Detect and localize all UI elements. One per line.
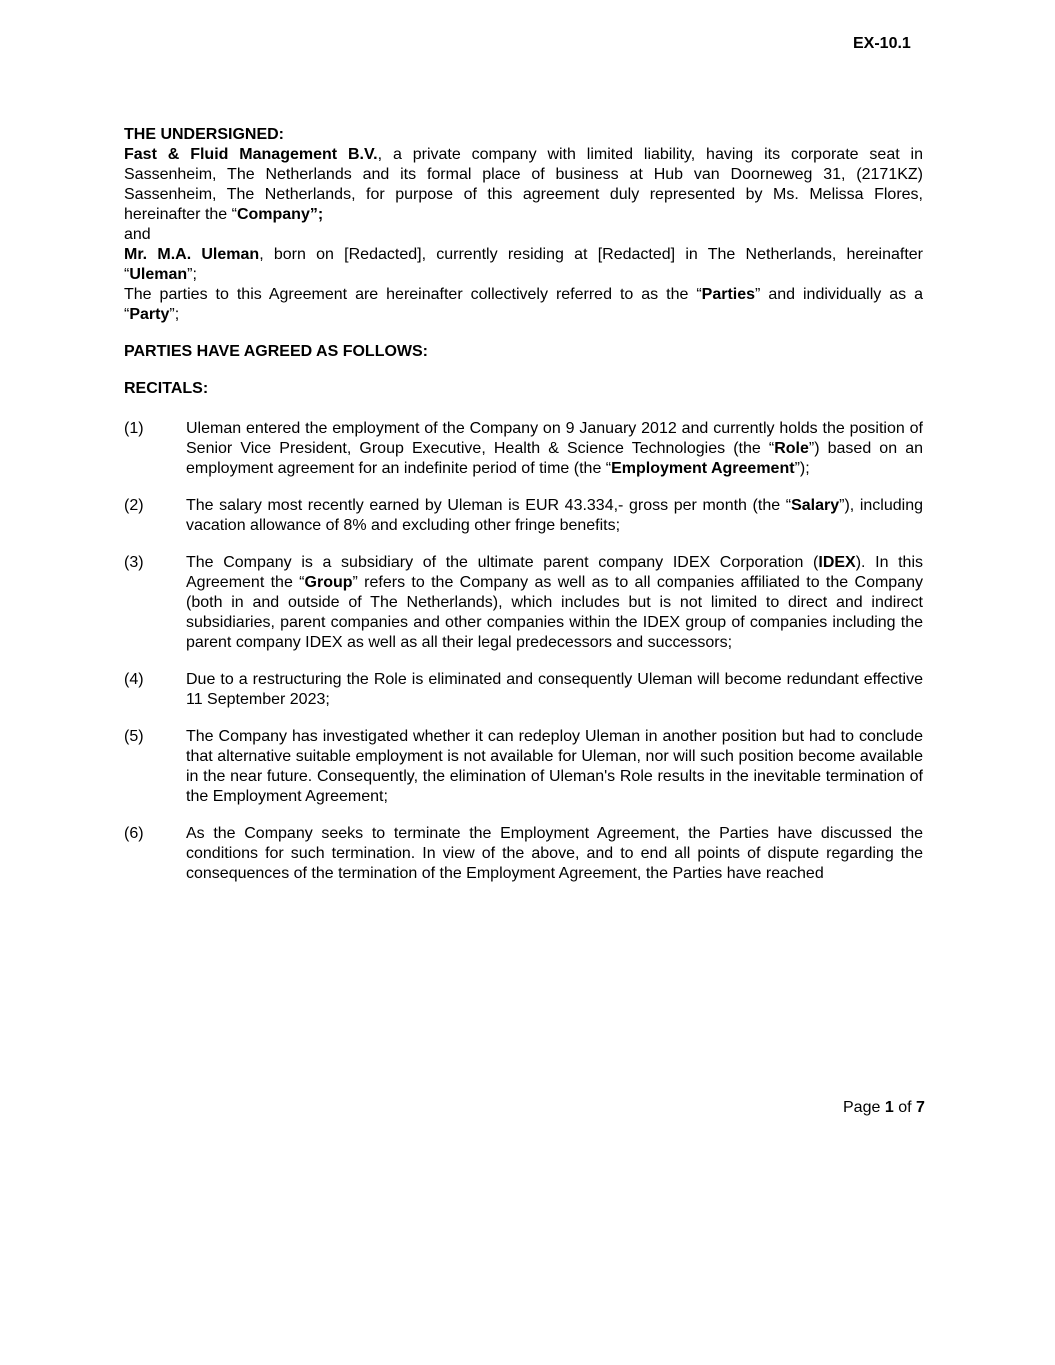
recital-text	[186, 670, 923, 710]
agreed-heading: PARTIES HAVE AGREED AS FOLLOWS:	[124, 343, 429, 360]
recital-number: (3)	[124, 554, 144, 571]
recital-text	[186, 419, 923, 479]
individual-name: Mr. M.A. Uleman	[124, 246, 260, 263]
recital-item	[124, 553, 923, 653]
recital-number: (1)	[124, 420, 144, 437]
parties-term: Parties	[701, 286, 756, 303]
individual-description: , born on [Redacted], currently residing at [Redacted] in The Netherlands, hereinafter “	[124, 246, 924, 283]
parties-clause	[124, 285, 923, 325]
parties-clause-text-2: ” and individually as a “	[124, 286, 923, 323]
company-name: Fast & Fluid Management B.V.	[124, 146, 378, 163]
recital-text-fragment: ”) based on an employment agreement for an indefinite period of time (the “	[186, 440, 923, 477]
recital-text-fragment: ”), including vacation allowance of 8% and excluding other fringe benefits;	[186, 497, 923, 534]
company-defined-term: Company	[236, 206, 310, 223]
company-closing: ”;	[309, 206, 324, 223]
individual-party-paragraph	[124, 245, 923, 285]
exhibit-label: EX-10.1	[853, 35, 911, 52]
parties-clause-text-3: ”;	[169, 306, 180, 323]
recital-item	[124, 496, 923, 536]
and-text: and	[124, 226, 151, 243]
page-of: of	[898, 1099, 912, 1116]
company-description: , a private company with limited liability, having its corporate seat in Sassenheim, The Netherlands and its formal place of business at Hub van Doorneweg 31, (2171KZ) Sassenheim, The Netherlands, for purpose of this agreement duly represented by Ms. Melissa Flores, hereinafter the “	[124, 146, 924, 223]
recital-item	[124, 670, 923, 710]
recital-defined-term: IDEX	[818, 554, 856, 571]
recital-number: (5)	[124, 728, 144, 745]
page-total: 7	[915, 1099, 925, 1116]
recital-defined-term: Salary	[791, 497, 840, 514]
recital-number: (2)	[124, 497, 144, 514]
individual-closing: ”;	[187, 266, 197, 283]
recital-text-fragment: ). In this Agreement the “	[186, 554, 924, 591]
party-term: Party	[129, 306, 170, 323]
recital-number: (4)	[124, 671, 144, 688]
recital-text	[186, 824, 923, 884]
recital-text-fragment: Due to a restructuring the Role is eliminated and consequently Uleman will become redundant effective 11 September 2023;	[186, 671, 923, 708]
recital-defined-term: Employment Agreement	[611, 460, 795, 477]
document-body	[124, 125, 923, 901]
recital-text	[186, 553, 923, 653]
recitals-heading: RECITALS:	[124, 380, 209, 397]
recital-number: (6)	[124, 825, 144, 842]
page-prefix: Page	[843, 1099, 881, 1116]
recital-defined-term: Group	[304, 574, 353, 591]
recital-text-fragment: As the Company seeks to terminate the Employment Agreement, the Parties have discussed the conditions for such termination. In view of the above, and to end all points of dispute regarding the consequences of the termination of the Employment Agreement, the Parties have reached	[186, 825, 923, 882]
parties-clause-text-1: The parties to this Agreement are hereinafter collectively referred to as the “	[124, 286, 702, 303]
recital-defined-term: Role	[774, 440, 809, 457]
recital-text-fragment: ”);	[794, 460, 810, 477]
recital-text-fragment: ” refers to the Company as well as to all companies affiliated to the Company (both in and outside of The Netherlands), which includes but is not limited to direct and indirect subsidiaries, parent companies and other companies within the IDEX group of companies including the parent company IDEX as well as all their legal predecessors and successors;	[186, 574, 923, 651]
page-footer	[843, 1098, 925, 1118]
recital-text-fragment: The salary most recently earned by Uleman is EUR 43.334,- gross per month (the “	[186, 497, 792, 514]
recital-item	[124, 824, 923, 884]
individual-defined-term: Uleman	[129, 266, 188, 283]
recital-text-fragment: The Company is a subsidiary of the ultimate parent company IDEX Corporation (	[186, 554, 819, 571]
recital-text	[186, 496, 923, 536]
recital-text	[186, 727, 923, 807]
undersigned-heading: THE UNDERSIGNED:	[124, 126, 285, 143]
recitals-list	[124, 419, 923, 884]
recital-item	[124, 727, 923, 807]
page-current: 1	[884, 1099, 894, 1116]
company-party-paragraph	[124, 145, 923, 225]
recital-text-fragment: Uleman entered the employment of the Company on 9 January 2012 and currently holds the position of Senior Vice President, Group Executive, Health & Science Technologies (the “	[186, 420, 923, 457]
recital-item	[124, 419, 923, 479]
recital-text-fragment: The Company has investigated whether it can redeploy Uleman in another position but had to conclude that alternative suitable employment is not available for Uleman, nor will such position become available in the near future. Consequently, the elimination of Uleman's Role results in the inevitable termination of the Employment Agreement;	[186, 728, 923, 805]
